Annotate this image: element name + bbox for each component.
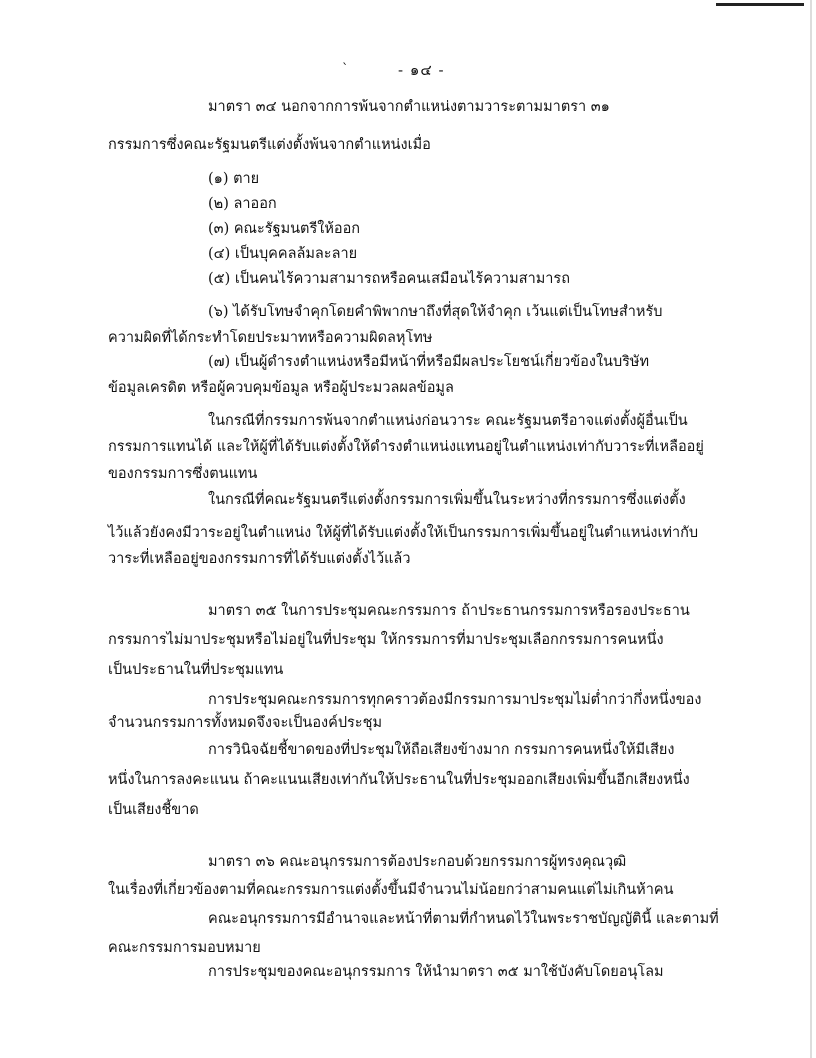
tick-mark: ` [342,62,349,77]
section-35-heading: มาตรา ๓๕ ในการประชุมคณะกรรมการ ถ้าประธานกรรมการหรือรองประธาน [208,603,690,619]
paragraph-line: ในเรื่องที่เกี่ยวข้องตามที่คณะกรรมการแต่งตั้งขึ้นมีจำนวนไม่น้อยกว่าสามคนแต่ไม่เกินห้าคน [108,882,674,898]
paragraph-line: ของกรรมการซึ่งตนแทน [108,466,258,482]
paragraph-line: การประชุมของคณะอนุกรรมการ ให้นำมาตรา ๓๕ มาใช้บังคับโดยอนุโลม [208,964,664,980]
paragraph-line: กรรมการแทนได้ และให้ผู้ที่ได้รับแต่งตั้งให้ดำรงตำแหน่งแทนอยู่ในตำแหน่งเท่ากับวาระที่เหลืออยู่ [108,439,704,455]
paragraph-line: เป็นประธานในที่ประชุมแทน [108,662,284,678]
paragraph-line: ไว้แล้วยังคงมีวาระอยู่ในตำแหน่ง ให้ผู้ที่ได้รับแต่งตั้งให้เป็นกรรมการเพิ่มขึ้นอยู่ในตำแหน่งเท่ากับ [108,525,699,541]
paragraph-line: คณะกรรมการมอบหมาย [108,940,261,956]
paragraph-line: กรรมการไม่มาประชุมหรือไม่อยู่ในที่ประชุม ให้กรรมการที่มาประชุมเลือกกรรมการคนหนึ่ง [108,632,664,648]
section-34-heading: มาตรา ๓๔ นอกจากการพ้นจากตำแหน่งตามวาระตามมาตรา ๓๑ [208,99,610,115]
list-item-6: (๖) ได้รับโทษจำคุกโดยคำพิพากษาถึงที่สุดให้จำคุก เว้นแต่เป็นโทษสำหรับ [208,304,663,320]
paragraph-line: การวินิจฉัยชี้ขาดของที่ประชุมให้ถือเสียงข้างมาก กรรมการคนหนึ่งให้มีเสียง [208,742,675,758]
scan-artifact-top [716,3,804,6]
list-item-7: (๗) เป็นผู้ดำรงตำแหน่งหรือมีหน้าที่หรือมีผลประโยชน์เกี่ยวข้องในบริษัท [208,354,650,370]
list-item-2: (๒) ลาออก [208,196,277,212]
list-item-3: (๓) คณะรัฐมนตรีให้ออก [208,221,361,237]
scan-edge-right [810,0,812,1058]
paragraph-line: จำนวนกรรมการทั้งหมดจึงจะเป็นองค์ประชุม [108,715,382,731]
paragraph-line: วาระที่เหลืออยู่ของกรรมการที่ได้รับแต่งตั้งไว้แล้ว [108,551,411,567]
paragraph-line: ในกรณีที่กรรมการพ้นจากตำแหน่งก่อนวาระ คณะรัฐมนตรีอาจแต่งตั้งผู้อื่นเป็น [208,413,688,429]
list-item-5: (๕) เป็นคนไร้ความสามารถหรือคนเสมือนไร้ความสามารถ [208,271,570,287]
paragraph-line: คณะอนุกรรมการมีอำนาจและหน้าที่ตามที่กำหนดไว้ในพระราชบัญญัตินี้ และตามที่ [208,911,719,927]
list-item-1: (๑) ตาย [208,171,260,187]
section-36-heading: มาตรา ๓๖ คณะอนุกรรมการต้องประกอบด้วยกรรมการผู้ทรงคุณวุฒิ [208,854,627,870]
list-item-4: (๔) เป็นบุคคลล้มละลาย [208,246,358,262]
paragraph-line: ในกรณีที่คณะรัฐมนตรีแต่งตั้งกรรมการเพิ่มขึ้นในระหว่างที่กรรมการซึ่งแต่งตั้ง [208,492,686,508]
paragraph-line: เป็นเสียงชี้ขาด [108,802,199,818]
page-number: - ๑๔ - [398,61,445,79]
list-item-7-cont: ข้อมูลเครดิต หรือผู้ควบคุมข้อมูล หรือผู้ประมวลผลข้อมูล [108,380,454,396]
paragraph-line: หนึ่งในการลงคะแนน ถ้าคะแนนเสียงเท่ากันให้ประธานในที่ประชุมออกเสียงเพิ่มขึ้นอีกเสียงหนึ่ง [108,772,690,788]
section-34-intro: กรรมการซึ่งคณะรัฐมนตรีแต่งตั้งพ้นจากตำแหน่งเมื่อ [108,137,431,153]
paragraph-line: การประชุมคณะกรรมการทุกคราวต้องมีกรรมการมาประชุมไม่ต่ำกว่ากึ่งหนึ่งของ [208,692,702,708]
list-item-6-cont: ความผิดที่ได้กระทำโดยประมาทหรือความผิดลหุโทษ [108,330,433,346]
